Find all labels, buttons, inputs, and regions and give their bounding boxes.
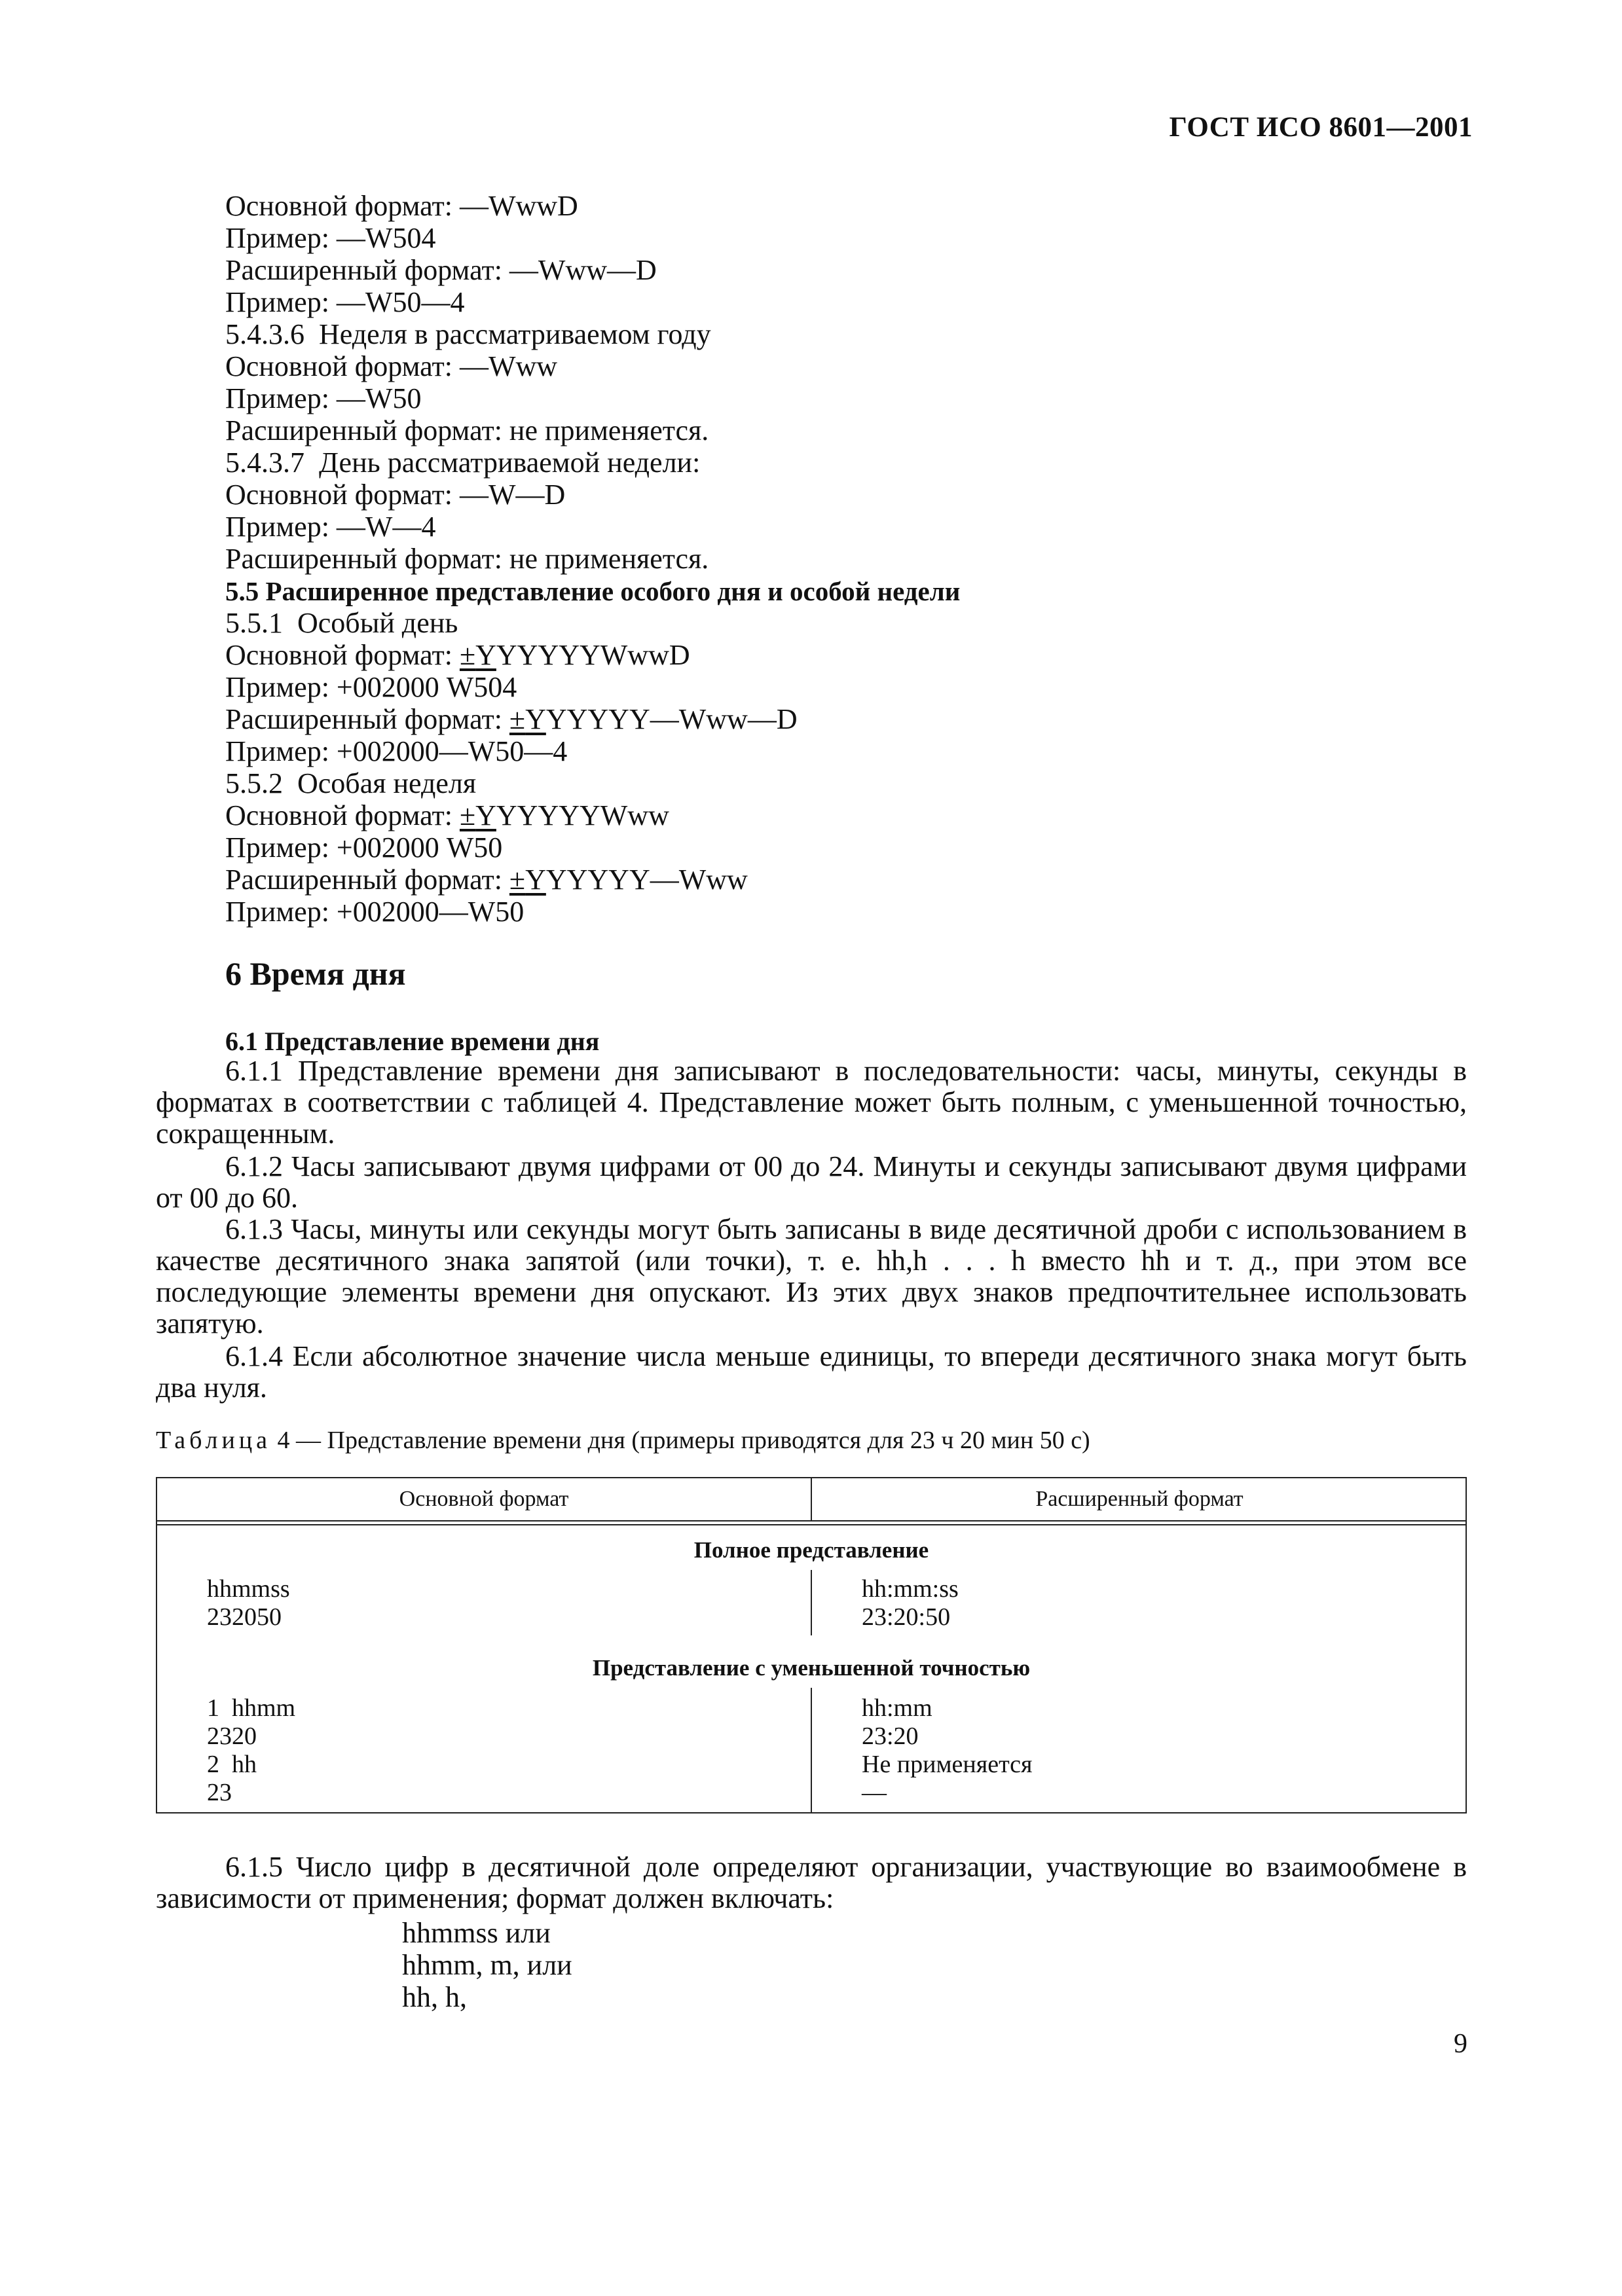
format-pattern: YYYYYWwwD bbox=[496, 639, 690, 671]
cell-line: Не применяется bbox=[862, 1751, 1033, 1778]
plus-minus-sign: ± bbox=[459, 799, 476, 831]
cell-line: 23:20:50 bbox=[862, 1603, 951, 1631]
cell-line: 2320 bbox=[207, 1722, 257, 1750]
column-divider bbox=[811, 1478, 812, 1520]
column-header-basic: Основной формат bbox=[399, 1487, 569, 1511]
year-expansion-digit: Y bbox=[475, 639, 496, 671]
text-line: Пример: —W50 bbox=[225, 382, 422, 414]
header-rule bbox=[157, 1520, 1465, 1525]
table-cell bbox=[207, 1694, 295, 1807]
group-title-full: Полное представление bbox=[693, 1537, 929, 1563]
cell-line: 232050 bbox=[207, 1603, 282, 1631]
year-expansion-digit: Y bbox=[475, 799, 496, 831]
cell-line: 23 bbox=[207, 1779, 232, 1806]
column-divider bbox=[811, 1688, 812, 1812]
format-pattern: YYYYY—Www—D bbox=[545, 703, 798, 735]
example-line: Пример: +002000 W50 bbox=[225, 831, 503, 864]
paragraph-6-1-3: 6.1.3 Часы, минуты или секунды могут быть записаны в виде десятичной дроби с использованием в качестве десятичного знака запятой (или точки), т. е. hh,h . . . h вместо hh и т. д., при этом все последующие элементы времени дня опускают. Из этих двух знаков предпочтительнее использовать запятую. bbox=[156, 1213, 1467, 1339]
section-5-5-heading: 5.5 Расширенное представление особого дня и особой недели bbox=[225, 576, 961, 606]
table-caption-label: Таблица bbox=[156, 1427, 272, 1454]
plus-minus-sign: ± bbox=[509, 864, 526, 896]
format-line bbox=[225, 703, 798, 736]
format-list-item: hh, h, bbox=[402, 1981, 467, 2013]
cell-line: 1 hhmm bbox=[207, 1694, 296, 1722]
format-list-item: hhmm, m, или bbox=[402, 1949, 572, 1981]
format-label: Расширенный формат: bbox=[225, 864, 509, 896]
text-line: Расширенный формат: —Www—D bbox=[225, 254, 657, 286]
example-line: Пример: +002000—W50—4 bbox=[225, 735, 568, 767]
document-header: ГОСТ ИСО 8601—2001 bbox=[1169, 112, 1473, 143]
format-line bbox=[225, 864, 748, 896]
format-list-item: hhmmss или bbox=[402, 1917, 551, 1949]
text-line: Пример: —W504 bbox=[225, 222, 436, 254]
section-6-heading: 6 Время дня bbox=[225, 955, 406, 992]
cell-line: hh:mm:ss bbox=[862, 1575, 959, 1603]
text-line: Пример: —W50—4 bbox=[225, 286, 465, 318]
group-title-reduced: Представление с уменьшенной точностью bbox=[592, 1655, 1031, 1681]
table-caption-text: 4 — Представление времени дня (примеры приводятся для 23 ч 20 мин 50 с) bbox=[271, 1427, 1090, 1454]
paragraph-6-1-5: 6.1.5 Число цифр в десятичной доле определяют организации, участвующие во взаимообмене в зависимости от применения; формат должен включать: bbox=[156, 1851, 1467, 1914]
plus-minus-sign: ± bbox=[459, 639, 476, 671]
text-line: Расширенный формат: не применяется. bbox=[225, 414, 709, 446]
clause-title: 5.5.1 Особый день bbox=[225, 607, 458, 639]
column-header-extended: Расширенный формат bbox=[1035, 1487, 1244, 1511]
format-label: Расширенный формат: bbox=[225, 703, 509, 735]
text-line: Основной формат: —W—D bbox=[225, 479, 566, 511]
text-line: Основной формат: —WwwD bbox=[225, 190, 578, 222]
clause-title: 5.5.2 Особая неделя bbox=[225, 767, 477, 799]
text-line: Пример: —W—4 bbox=[225, 511, 436, 543]
column-divider bbox=[811, 1570, 812, 1635]
year-expansion-digit: Y bbox=[525, 703, 546, 735]
example-line: Пример: +002000 W504 bbox=[225, 671, 517, 703]
year-expansion-digit: Y bbox=[525, 864, 546, 896]
table-cell bbox=[862, 1575, 959, 1631]
format-label: Основной формат: bbox=[225, 799, 460, 831]
time-representation-table bbox=[156, 1477, 1467, 1813]
paragraph-6-1-2: 6.1.2 Часы записывают двумя цифрами от 00 до 24. Минуты и секунды записывают двумя цифрами от 00 до 60. bbox=[156, 1150, 1467, 1214]
clause-title: 5.4.3.6 Неделя в рассматриваемом году bbox=[225, 318, 711, 350]
page-number: 9 bbox=[1454, 2029, 1467, 2059]
format-pattern: YYYYYWww bbox=[496, 799, 669, 831]
text-line: Расширенный формат: не применяется. bbox=[225, 543, 709, 575]
plus-minus-sign: ± bbox=[509, 703, 526, 735]
table-cell bbox=[207, 1575, 290, 1631]
table-caption bbox=[156, 1426, 1090, 1455]
table-cell bbox=[862, 1694, 1033, 1807]
subsection-6-1-heading: 6.1 Представление времени дня bbox=[225, 1027, 600, 1056]
cell-line: hhmmss bbox=[207, 1575, 290, 1603]
format-label: Основной формат: bbox=[225, 639, 460, 671]
cell-line: 2 hh bbox=[207, 1751, 257, 1778]
cell-line: 23:20 bbox=[862, 1722, 919, 1750]
paragraph-6-1-1: 6.1.1 Представление времени дня записывают в последовательности: часы, минуты, секунды в форматах в соответствии с таблицей 4. Представление может быть полным, с уменьшенной точностью, сокращенным. bbox=[156, 1055, 1467, 1150]
format-pattern: YYYYY—Www bbox=[545, 864, 748, 896]
cell-line: — bbox=[862, 1779, 887, 1806]
paragraph-6-1-4: 6.1.4 Если абсолютное значение числа меньше единицы, то впереди десятичного знака могут быть два нуля. bbox=[156, 1340, 1467, 1404]
clause-title: 5.4.3.7 День рассматриваемой недели: bbox=[225, 446, 701, 479]
format-line bbox=[225, 639, 690, 672]
text-line: Основной формат: —Www bbox=[225, 350, 558, 382]
example-line: Пример: +002000—W50 bbox=[225, 896, 525, 928]
format-line bbox=[225, 799, 669, 832]
cell-line: hh:mm bbox=[862, 1694, 932, 1722]
